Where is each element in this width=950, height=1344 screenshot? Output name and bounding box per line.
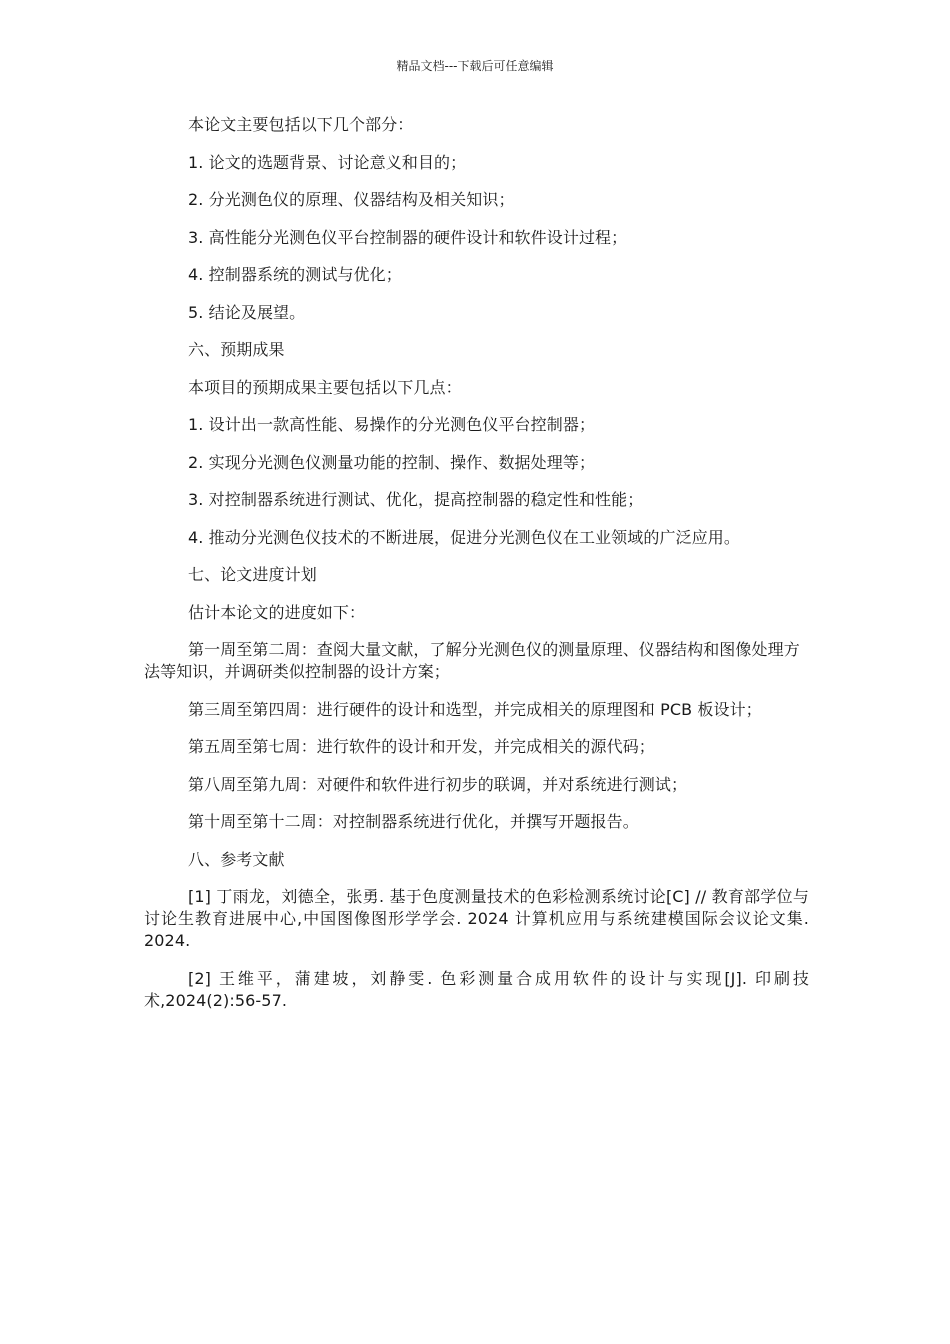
intro-paragraph: 本论文主要包括以下几个部分： — [188, 115, 414, 134]
list-item: 1. 论文的选题背景、讨论意义和目的； — [188, 152, 467, 172]
page-header: 精品文档---下载后可任意编辑 — [396, 59, 554, 73]
schedule-item: 第十周至第十二周：对控制器系统进行优化，并撰写开题报告。 — [188, 812, 639, 831]
list-item: 5. 结论及展望。 — [188, 302, 306, 322]
list-item: 2. 分光测色仪的原理、仪器结构及相关知识； — [188, 190, 515, 209]
list-item: 3. 对控制器系统进行测试、优化，提高控制器的稳定性和性能； — [188, 490, 644, 509]
schedule-item: 第五周至第七周：进行软件的设计和开发，并完成相关的源代码； — [188, 737, 655, 756]
list-item: 4. 推动分光测色仪技术的不断进展，促进分光测色仪在工业领域的广泛应用。 — [188, 527, 740, 547]
results-intro-paragraph: 本项目的预期成果主要包括以下几点： — [188, 377, 462, 397]
list-item: 4. 控制器系统的测试与优化； — [188, 265, 402, 284]
schedule-intro-paragraph: 估计本论文的进度如下： — [188, 602, 366, 622]
reference-item: [1] 丁雨龙，刘德全，张勇. 基于色度测量技术的色彩检测系统讨论[C] // 教育部学位与讨论生教育进展中心,中国图像图形学学会. 2024 计算机应用与系统建模国际会议论文集. 2024. — [144, 887, 809, 950]
schedule-item: 第八周至第九周：对硬件和软件进行初步的联调，并对系统进行测试； — [188, 774, 688, 794]
document-body — [144, 114, 809, 1027]
list-item: 3. 高性能分光测色仪平台控制器的硬件设计和软件设计过程； — [188, 227, 628, 247]
schedule-item: 第一周至第二周：查阅大量文献，了解分光测色仪的测量原理、仪器结构和图像处理方法等知识，并调研类似控制器的设计方案； — [144, 640, 800, 681]
list-item: 2. 实现分光测色仪测量功能的控制、操作、数据处理等； — [188, 452, 596, 472]
section-heading-references: 八、参考文献 — [188, 849, 285, 869]
list-item: 1. 设计出一款高性能、易操作的分光测色仪平台控制器； — [188, 415, 596, 434]
schedule-item: 第三周至第四周：进行硬件的设计和选型，并完成相关的原理图和 PCB 板设计； — [188, 699, 762, 719]
section-heading-expected-results: 六、预期成果 — [188, 340, 285, 359]
section-heading-schedule: 七、论文进度计划 — [188, 565, 317, 584]
reference-item: [2] 王维平，蒲建坡，刘静雯. 色彩测量合成用软件的设计与实现[J]. 印刷技术,2024(2):56-57. — [144, 968, 809, 1010]
